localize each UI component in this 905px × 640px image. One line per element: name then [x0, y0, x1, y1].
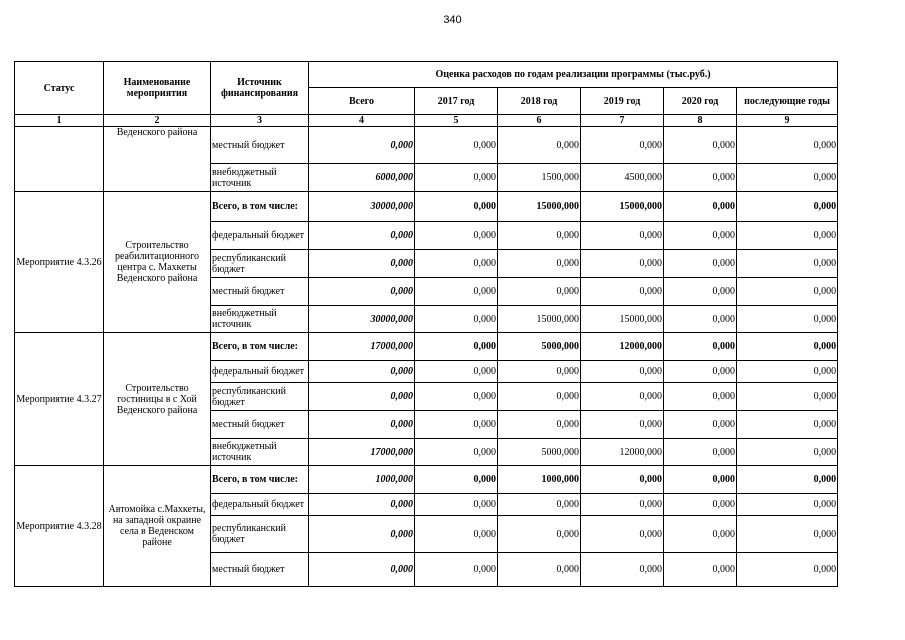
column-number: 9 — [737, 115, 838, 127]
year-value-cell: 0,000 — [415, 164, 498, 192]
year-value-cell: 12000,000 — [581, 439, 664, 466]
year-value-cell: 0,000 — [498, 250, 581, 278]
year-value-cell: 0,000 — [581, 383, 664, 411]
header-source: Источник финансирования — [211, 62, 309, 115]
year-value-cell: 0,000 — [737, 306, 838, 333]
year-value-cell: 0,000 — [415, 411, 498, 439]
header-later-years: последующие годы — [737, 88, 838, 115]
status-cell — [15, 127, 104, 192]
year-value-cell: 0,000 — [737, 411, 838, 439]
total-value-cell: 30000,000 — [309, 192, 415, 222]
year-value-cell: 0,000 — [664, 439, 737, 466]
year-value-cell: 0,000 — [498, 278, 581, 306]
source-cell: местный бюджет — [211, 553, 309, 587]
year-value-cell: 0,000 — [498, 222, 581, 250]
budget-table — [14, 61, 838, 587]
year-value-cell: 0,000 — [664, 494, 737, 516]
total-value-cell: 0,000 — [309, 383, 415, 411]
year-value-cell: 0,000 — [664, 553, 737, 587]
year-value-cell: 0,000 — [737, 192, 838, 222]
source-cell: республиканский бюджет — [211, 516, 309, 553]
year-value-cell: 0,000 — [415, 361, 498, 383]
year-value-cell: 0,000 — [581, 494, 664, 516]
source-cell: местный бюджет — [211, 127, 309, 164]
year-value-cell: 0,000 — [498, 383, 581, 411]
year-value-cell: 4500,000 — [581, 164, 664, 192]
summary-row — [15, 333, 838, 361]
year-value-cell: 15000,000 — [581, 192, 664, 222]
page-number: 340 — [443, 14, 462, 26]
year-value-cell: 0,000 — [415, 553, 498, 587]
source-cell: внебюджетный источник — [211, 164, 309, 192]
year-value-cell: 0,000 — [415, 466, 498, 494]
year-value-cell: 0,000 — [581, 553, 664, 587]
year-value-cell: 0,000 — [664, 306, 737, 333]
column-number-row — [15, 115, 838, 127]
header-status: Статус — [15, 62, 104, 115]
year-value-cell: 0,000 — [664, 516, 737, 553]
total-value-cell: 0,000 — [309, 278, 415, 306]
year-value-cell: 0,000 — [415, 192, 498, 222]
header-name: Наименование мероприятия — [104, 62, 211, 115]
year-value-cell: 0,000 — [664, 164, 737, 192]
year-value-cell: 0,000 — [737, 127, 838, 164]
header-2018: 2018 год — [498, 88, 581, 115]
year-value-cell: 0,000 — [581, 411, 664, 439]
total-value-cell: 17000,000 — [309, 333, 415, 361]
year-value-cell: 0,000 — [415, 278, 498, 306]
year-value-cell: 0,000 — [737, 361, 838, 383]
year-value-cell: 0,000 — [415, 494, 498, 516]
year-value-cell: 1500,000 — [498, 164, 581, 192]
year-value-cell: 0,000 — [737, 164, 838, 192]
year-value-cell: 0,000 — [737, 553, 838, 587]
year-value-cell: 15000,000 — [581, 306, 664, 333]
year-value-cell: 0,000 — [415, 127, 498, 164]
year-value-cell: 12000,000 — [581, 333, 664, 361]
header-2020: 2020 год — [664, 88, 737, 115]
year-value-cell: 0,000 — [415, 439, 498, 466]
source-cell: Всего, в том числе: — [211, 466, 309, 494]
year-value-cell: 0,000 — [664, 383, 737, 411]
summary-row — [15, 192, 838, 222]
year-value-cell: 0,000 — [498, 553, 581, 587]
table-body — [15, 115, 838, 587]
year-value-cell: 0,000 — [737, 494, 838, 516]
total-value-cell: 0,000 — [309, 127, 415, 164]
year-value-cell: 0,000 — [581, 361, 664, 383]
status-cell: Мероприятие 4.3.27 — [15, 333, 104, 466]
year-value-cell: 0,000 — [581, 278, 664, 306]
year-value-cell: 0,000 — [415, 333, 498, 361]
source-cell: федеральный бюджет — [211, 222, 309, 250]
year-value-cell: 0,000 — [737, 278, 838, 306]
year-value-cell: 0,000 — [498, 361, 581, 383]
total-value-cell: 0,000 — [309, 516, 415, 553]
year-value-cell: 0,000 — [664, 361, 737, 383]
status-cell: Мероприятие 4.3.28 — [15, 466, 104, 587]
total-value-cell: 0,000 — [309, 250, 415, 278]
year-value-cell: 0,000 — [664, 333, 737, 361]
year-value-cell: 0,000 — [664, 411, 737, 439]
year-value-cell: 1000,000 — [498, 466, 581, 494]
column-number: 3 — [211, 115, 309, 127]
year-value-cell: 0,000 — [664, 466, 737, 494]
year-value-cell: 0,000 — [581, 466, 664, 494]
source-cell: федеральный бюджет — [211, 494, 309, 516]
measure-name-cell: Строительство реабилитационного центра с. Махкеты Веденского района — [104, 192, 211, 333]
year-value-cell: 5000,000 — [498, 333, 581, 361]
source-cell: республиканский бюджет — [211, 250, 309, 278]
total-value-cell: 0,000 — [309, 411, 415, 439]
year-value-cell: 0,000 — [581, 222, 664, 250]
source-cell: Всего, в том числе: — [211, 333, 309, 361]
column-number: 6 — [498, 115, 581, 127]
measure-name-cell: Строительство гостиницы в с Хой Веденского района — [104, 333, 211, 466]
year-value-cell: 0,000 — [737, 250, 838, 278]
column-number: 2 — [104, 115, 211, 127]
column-number: 8 — [664, 115, 737, 127]
year-value-cell: 0,000 — [664, 192, 737, 222]
status-cell: Мероприятие 4.3.26 — [15, 192, 104, 333]
source-cell: внебюджетный источник — [211, 439, 309, 466]
year-value-cell: 0,000 — [415, 516, 498, 553]
year-value-cell: 0,000 — [498, 127, 581, 164]
year-value-cell: 0,000 — [581, 127, 664, 164]
year-value-cell: 15000,000 — [498, 192, 581, 222]
summary-row — [15, 466, 838, 494]
year-value-cell: 0,000 — [737, 383, 838, 411]
year-value-cell: 0,000 — [737, 222, 838, 250]
header-total: Всего — [309, 88, 415, 115]
total-value-cell: 0,000 — [309, 494, 415, 516]
source-cell: местный бюджет — [211, 411, 309, 439]
column-number: 1 — [15, 115, 104, 127]
source-cell: Всего, в том числе: — [211, 192, 309, 222]
year-value-cell: 0,000 — [415, 383, 498, 411]
year-value-cell: 0,000 — [415, 222, 498, 250]
year-value-cell: 0,000 — [415, 250, 498, 278]
year-value-cell: 0,000 — [664, 222, 737, 250]
year-value-cell: 0,000 — [498, 494, 581, 516]
total-value-cell: 30000,000 — [309, 306, 415, 333]
year-value-cell: 0,000 — [664, 127, 737, 164]
year-value-cell: 0,000 — [737, 333, 838, 361]
year-value-cell: 0,000 — [737, 439, 838, 466]
year-value-cell: 0,000 — [581, 516, 664, 553]
year-value-cell: 0,000 — [581, 250, 664, 278]
header-2017: 2017 год — [415, 88, 498, 115]
total-value-cell: 1000,000 — [309, 466, 415, 494]
source-cell: местный бюджет — [211, 278, 309, 306]
total-value-cell: 0,000 — [309, 222, 415, 250]
table-row — [15, 127, 838, 164]
total-value-cell: 6000,000 — [309, 164, 415, 192]
year-value-cell: 0,000 — [737, 516, 838, 553]
measure-name-cell: Автомойка с.Махкеты, на западной окраине села в Веденском районе — [104, 466, 211, 587]
year-value-cell: 0,000 — [415, 306, 498, 333]
year-value-cell: 5000,000 — [498, 439, 581, 466]
year-value-cell: 15000,000 — [498, 306, 581, 333]
header-estimate: Оценка расходов по годам реализации программы (тыс.руб.) — [309, 62, 838, 88]
year-value-cell: 0,000 — [498, 411, 581, 439]
year-value-cell: 0,000 — [664, 278, 737, 306]
total-value-cell: 17000,000 — [309, 439, 415, 466]
year-value-cell: 0,000 — [737, 466, 838, 494]
year-value-cell: 0,000 — [498, 516, 581, 553]
column-number: 4 — [309, 115, 415, 127]
header-2019: 2019 год — [581, 88, 664, 115]
source-cell: федеральный бюджет — [211, 361, 309, 383]
source-cell: республиканский бюджет — [211, 383, 309, 411]
column-number: 7 — [581, 115, 664, 127]
column-number: 5 — [415, 115, 498, 127]
source-cell: внебюджетный источник — [211, 306, 309, 333]
total-value-cell: 0,000 — [309, 361, 415, 383]
measure-name-cell: Веденского района — [104, 127, 211, 192]
total-value-cell: 0,000 — [309, 553, 415, 587]
year-value-cell: 0,000 — [664, 250, 737, 278]
